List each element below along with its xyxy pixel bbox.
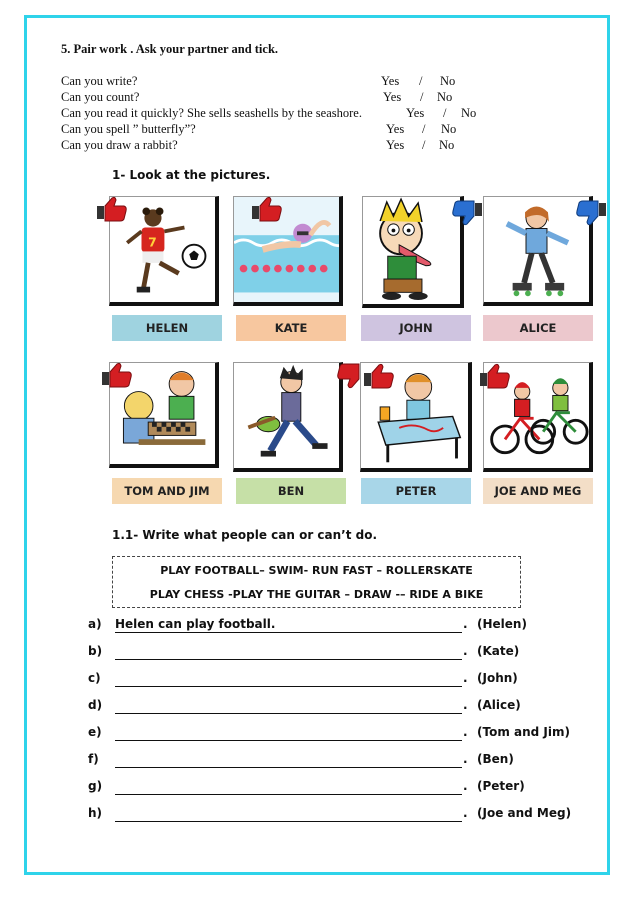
answer-dot: . xyxy=(463,806,468,820)
name-label: BEN xyxy=(236,478,346,504)
answer-line[interactable] xyxy=(115,752,462,768)
option-separator: / xyxy=(443,106,447,120)
answer-line[interactable] xyxy=(115,806,462,822)
thumbs-up-icon xyxy=(100,361,134,389)
thumbs-up-icon xyxy=(250,195,284,223)
answer-row xyxy=(88,725,588,743)
answer-person: (Ben) xyxy=(477,752,514,766)
name-label: ALICE xyxy=(483,315,593,341)
option-separator: / xyxy=(422,122,426,136)
answer-line[interactable] xyxy=(115,779,462,795)
answer-letter: e) xyxy=(88,725,102,739)
word-bank-line: PLAY FOOTBALL– SWIM- RUN FAST – ROLLERSKATE xyxy=(160,564,473,577)
no-option[interactable]: No xyxy=(440,74,456,88)
john-picture xyxy=(362,196,464,308)
answer-row xyxy=(88,617,588,635)
answer-row xyxy=(88,644,588,662)
question-row xyxy=(61,74,601,90)
running-icon xyxy=(363,197,460,304)
answer-person: (Helen) xyxy=(477,617,527,631)
thumbs-up-icon xyxy=(478,362,512,390)
answer-row xyxy=(88,806,588,824)
question-row xyxy=(61,122,601,138)
question-text: Can you write? xyxy=(61,74,138,88)
answer-dot: . xyxy=(463,644,468,658)
answer-letter: b) xyxy=(88,644,103,658)
answer-letter: g) xyxy=(88,779,103,793)
write-heading: 1.1- Write what people can or can’t do. xyxy=(112,528,378,542)
name-label: JOE AND MEG xyxy=(483,478,593,504)
answer-dot: . xyxy=(463,752,468,766)
guitar-icon xyxy=(234,363,339,468)
no-option[interactable]: No xyxy=(461,106,477,120)
name-label: HELEN xyxy=(112,315,222,341)
answer-person: (John) xyxy=(477,671,518,685)
word-bank-line: PLAY CHESS -PLAY THE GUITAR – DRAW -– RIDE A BIKE xyxy=(149,588,484,601)
answer-dot: . xyxy=(463,671,468,685)
no-option[interactable]: No xyxy=(441,122,457,136)
answer-row xyxy=(88,698,588,716)
answer-row xyxy=(88,779,588,797)
thumbs-up-icon xyxy=(362,362,396,390)
answer-person: (Joe and Meg) xyxy=(477,806,572,820)
name-label: JOHN xyxy=(361,315,471,341)
answer-dot: . xyxy=(463,617,468,631)
option-separator: / xyxy=(422,138,426,152)
question-row xyxy=(61,90,601,106)
option-separator: / xyxy=(420,90,424,104)
thumbs-down-icon xyxy=(574,199,608,227)
question-text: Can you draw a rabbit? xyxy=(61,138,178,152)
no-option[interactable]: No xyxy=(437,90,453,104)
answer-line[interactable] xyxy=(115,617,462,633)
answer-letter: f) xyxy=(88,752,99,766)
name-label: TOM AND JIM xyxy=(112,478,222,504)
question-row xyxy=(61,106,601,122)
answer-dot: . xyxy=(463,698,468,712)
answer-line[interactable] xyxy=(115,671,462,687)
answer-letter: c) xyxy=(88,671,101,685)
answer-dot: . xyxy=(463,725,468,739)
ben-picture xyxy=(233,362,343,472)
word-bank xyxy=(112,556,521,608)
no-option[interactable]: No xyxy=(439,138,455,152)
answer-line[interactable] xyxy=(115,725,462,741)
answer-line[interactable] xyxy=(115,698,462,714)
answer-person: (Tom and Jim) xyxy=(477,725,570,739)
answer-dot: . xyxy=(463,779,468,793)
answer-letter: d) xyxy=(88,698,103,712)
yes-option[interactable]: Yes xyxy=(383,90,402,104)
answer-person: (Alice) xyxy=(477,698,521,712)
svg-text:7: 7 xyxy=(148,234,157,250)
answer-row xyxy=(88,671,588,689)
answer-line[interactable] xyxy=(115,644,462,660)
answer-person: (Kate) xyxy=(477,644,520,658)
answer-person: (Peter) xyxy=(477,779,525,793)
yes-option[interactable]: Yes xyxy=(386,122,405,136)
question-text: Can you spell ” butterfly”? xyxy=(61,122,196,136)
name-label: KATE xyxy=(236,315,346,341)
look-heading: 1- Look at the pictures. xyxy=(112,168,271,182)
question-text: Can you read it quickly? She sells seashells by the seashore. xyxy=(61,106,362,120)
thumbs-down-icon xyxy=(450,199,484,227)
name-label: PETER xyxy=(361,478,471,504)
yes-option[interactable]: Yes xyxy=(386,138,405,152)
answer-letter: a) xyxy=(88,617,102,631)
question-row xyxy=(61,138,601,154)
option-separator: / xyxy=(419,74,423,88)
answer-text: Helen can play football. xyxy=(115,617,276,631)
yes-option[interactable]: Yes xyxy=(381,74,400,88)
answer-row xyxy=(88,752,588,770)
answer-letter: h) xyxy=(88,806,103,820)
yes-option[interactable]: Yes xyxy=(406,106,425,120)
pair-work-title: 5. Pair work . Ask your partner and tick. xyxy=(61,42,279,56)
question-text: Can you count? xyxy=(61,90,140,104)
thumbs-up-icon xyxy=(95,195,129,223)
